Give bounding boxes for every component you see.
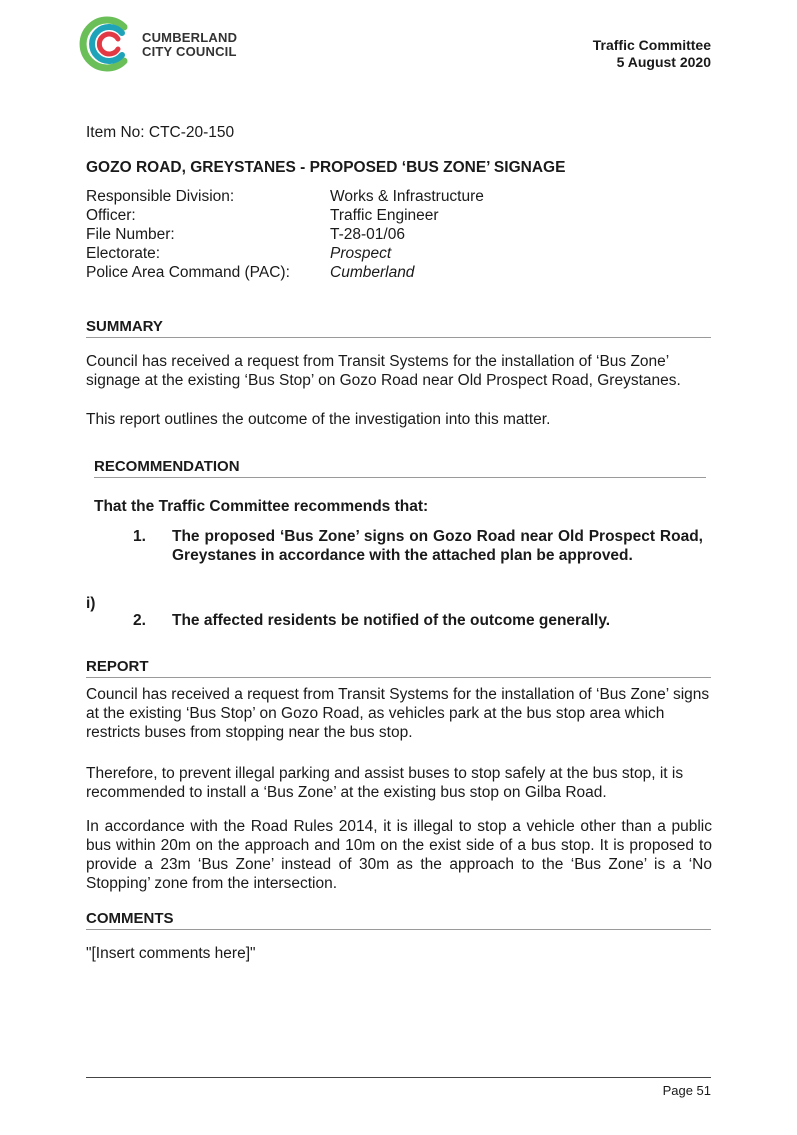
report-paragraph-1: Council has received a request from Transit Systems for the installation of ‘Bus Zone’ signs at the existing ‘Bus Stop’ on Gozo Road, as vehicles park at the bus stop area which restricts buses from stopping near the bus stop. <box>86 686 710 741</box>
report-paragraph-3: In accordance with the Road Rules 2014, it is illegal to stop a vehicle other than a public bus within 20m on the approach and 10m on the exist side of a bus stop. It is proposed to provide a 23m ‘Bus Zone’ instead of 30m as the approach to the ‘Bus Zone’ is a ‘No Stopping’ zone from the intersection. <box>86 818 712 892</box>
page-number: Page 51 <box>662 1083 711 1098</box>
committee-date: 5 August 2020 <box>616 54 711 70</box>
recommendation-divider <box>94 477 706 478</box>
meta-value-division: Works & Infrastructure <box>330 188 484 205</box>
recommendation-item-1: The proposed ‘Bus Zone’ signs on Gozo Road near Old Prospect Road, Greystanes in accordance with the attached plan be approved. <box>172 528 703 564</box>
meta-label-division: Responsible Division: <box>86 188 235 205</box>
logo-text <box>142 31 237 59</box>
meta-label-file-number: File Number: <box>86 226 175 243</box>
report-paragraph-2: Therefore, to prevent illegal parking and assist buses to stop safely at the bus stop, it is recommended to install a ‘Bus Zone’ at the existing bus stop on Gilba Road. <box>86 765 684 801</box>
summary-heading: SUMMARY <box>86 318 163 335</box>
meta-label-pac: Police Area Command (PAC): <box>86 264 290 281</box>
summary-paragraph-1: Council has received a request from Transit Systems for the installation of ‘Bus Zone’ signage at the existing ‘Bus Stop’ on Gozo Road near Old Prospect Road, Greystanes. <box>86 353 681 389</box>
logo-line-1: CUMBERLAND <box>142 30 238 45</box>
committee-name: Traffic Committee <box>592 37 711 53</box>
page-title: GOZO ROAD, GREYSTANES - PROPOSED ‘BUS ZONE’ SIGNAGE <box>86 159 566 176</box>
recommendation-number-2: 2. <box>133 612 146 629</box>
summary-divider <box>86 337 711 338</box>
recommendation-heading: RECOMMENDATION <box>94 458 240 475</box>
recommendation-intro: That the Traffic Committee recommends that: <box>94 498 429 515</box>
cumberland-logo-icon <box>78 14 138 74</box>
meta-value-electorate: Prospect <box>330 245 392 262</box>
recommendation-number-1: 1. <box>133 528 146 545</box>
recommendation-item-2: The affected residents be notified of the outcome generally. <box>172 612 611 629</box>
item-number: Item No: CTC-20-150 <box>86 124 235 141</box>
meta-value-file-number: T-28-01/06 <box>330 226 405 243</box>
comments-text: "[Insert comments here]" <box>86 945 256 962</box>
meta-value-officer: Traffic Engineer <box>330 207 439 224</box>
comments-divider <box>86 929 711 930</box>
meta-label-officer: Officer: <box>86 207 136 224</box>
recommendation-marker: i) <box>86 595 96 612</box>
meta-label-electorate: Electorate: <box>86 245 161 262</box>
report-divider <box>86 677 711 678</box>
logo-line-2: CITY COUNCIL <box>142 44 237 59</box>
meta-value-pac: Cumberland <box>330 264 415 281</box>
committee-header <box>593 37 711 71</box>
footer-divider <box>86 1077 711 1078</box>
summary-paragraph-2: This report outlines the outcome of the investigation into this matter. <box>86 411 551 428</box>
report-heading: REPORT <box>86 658 149 675</box>
comments-heading: COMMENTS <box>86 910 174 927</box>
